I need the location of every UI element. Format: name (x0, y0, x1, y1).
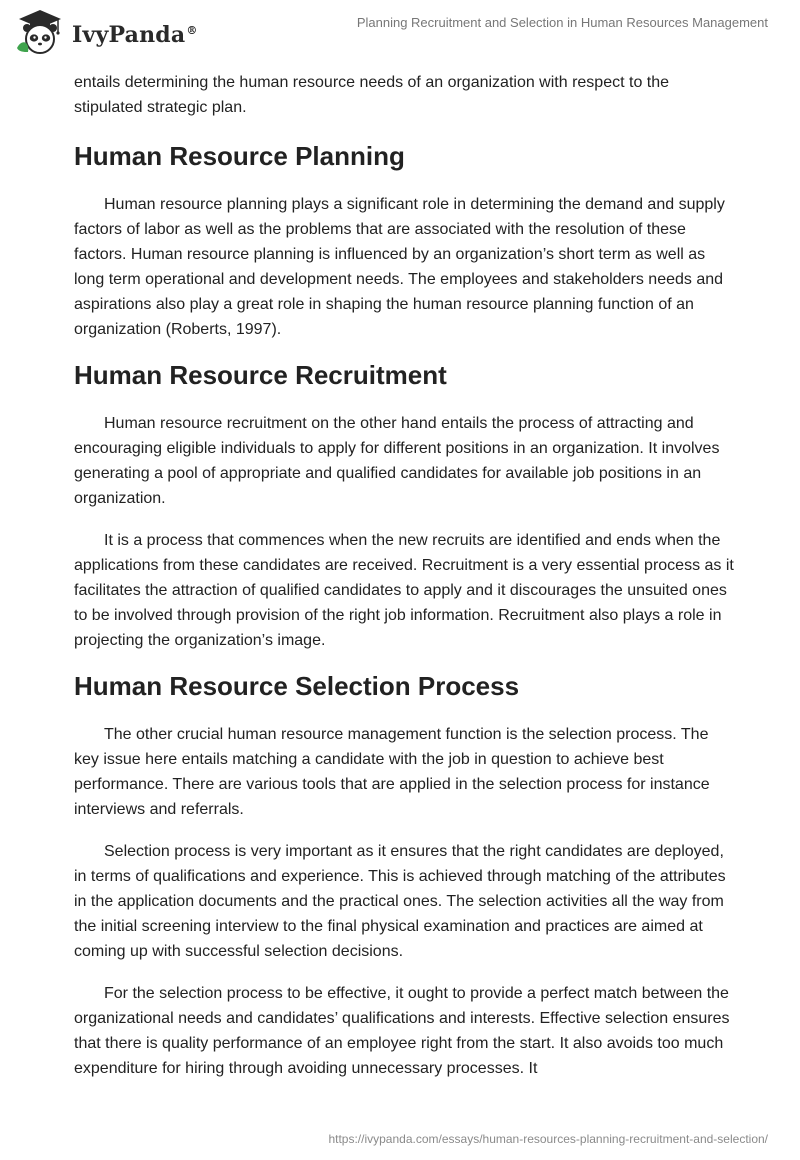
section-heading-selection: Human Resource Selection Process (74, 671, 520, 701)
source-url[interactable]: https://ivypanda.com/essays/human-resources-planning-recruitment-and-selection/ (328, 1132, 768, 1146)
registered-mark: ® (186, 23, 198, 37)
section-heading-planning: Human Resource Planning (74, 141, 405, 171)
planning-paragraph-1: Human resource planning plays a significant role in determining the demand and supply factors of labor as well as the problems that are associated with the resolution of these factors. Human resource planning is influenced by an organization’s short term as well as long term operational and development needs. The employees and stakeholders needs and aspirations also play a great role in shaping the human resource planning function of an organization (Roberts, 1997). (74, 196, 725, 338)
brand-text: IvyPanda (72, 22, 186, 48)
recruitment-paragraph-1: Human resource recruitment on the other hand entails the process of attracting and encouraging eligible individuals to apply for different positions in an organization. It involves generating a pool of appropriate and qualified candidates for available job positions in an organization. (74, 415, 720, 507)
selection-paragraph-2: Selection process is very important as it ensures that the right candidates are deployed, in terms of qualifications and experience. This is achieved through matching of the attributes in the application documents and the practical ones. The selection activities all the way from the initial screening interview to the final physical examination and practices are aimed at coming up with successful selection decisions. (74, 843, 726, 960)
document-title: Planning Recruitment and Selection in Human Resources Management (356, 15, 768, 30)
recruitment-paragraph-2: It is a process that commences when the new recruits are identified and ends when the applications from these candidates are received. Recruitment is a very essential process as it facilitates the attraction of qualified candidates to apply and it discourages the unsuited ones to be involved through provision of the right job information. Recruitment also plays a role in projecting the organization’s image. (74, 532, 734, 649)
selection-paragraph-1: The other crucial human resource management function is the selection process. The key issue here entails matching a candidate with the job in question to achieve best performance. There are various tools that are applied in the selection process for instance interviews and referrals. (74, 726, 710, 818)
ivypanda-logo[interactable] (14, 8, 198, 58)
selection-paragraph-3: For the selection process to be effective, it ought to provide a perfect match between the organizational needs and candidates’ qualifications and interests. Effective selection ensures that there is quality performance of an employee right from the start. It also avoids too much expenditure for hiring through avoiding unnecessary processes. It (74, 985, 730, 1077)
page-header (0, 0, 800, 62)
essay-body (74, 70, 734, 1098)
brand-name (72, 22, 198, 48)
intro-paragraph: entails determining the human resource needs of an organization with respect to the stipulated strategic plan. (74, 74, 670, 116)
panda-graduate-logo-icon (14, 8, 66, 58)
section-heading-recruitment: Human Resource Recruitment (74, 360, 447, 390)
